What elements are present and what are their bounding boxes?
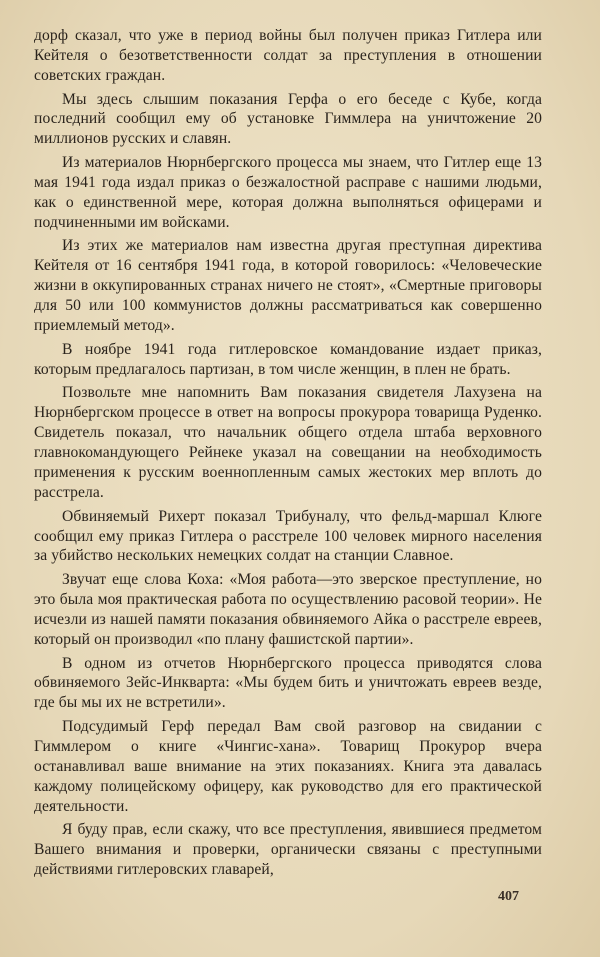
paragraph-4: Из этих же материалов нам известна другая преступная директива Кейтеля от 16 сентября 1941 года, в которой говорилось: «Человеческие жизни в оккупированных странах ничего не стоят», «Смертные приговоры для 50 или 100 коммунистов должны рассматриваться как совершенно приемлемый метод».	[34, 237, 542, 335]
paragraph-7: Обвиняемый Рихерт показал Трибуналу, что фельд-маршал Клюге сообщил ему приказ Гитлера о расстреле 100 человек мирного населения за убийство нескольких немецких солдат на станции Славное.	[34, 507, 542, 565]
paragraph-1: дорф сказал, что уже в период войны был получен приказ Гитлера или Кейтеля о безответственности солдат за преступления в отношении советских граждан.	[34, 27, 542, 84]
paragraph-8: Звучат еще слова Коха: «Моя работа—это зверское преступление, но это была моя практическая работа по осуществлению расовой теории». Не исчезли из нашей памяти показания обвиняемого Айка о расстреле евреев, который он производил «по плану фашистской партии».	[34, 571, 542, 648]
paragraph-10: Подсудимый Герф передал Вам свой разговор на свидании с Гиммлером о книге «Чингис-хана». Товарищ Прокурор вчера останавливал ваше внимание на этих показаниях. Книга эта давалась каждому полицейскому офицеру, как руководство для его практической деятельности.	[34, 718, 542, 815]
paragraph-11: Я буду прав, если скажу, что все преступления, явившиеся предметом Вашего внимания и проверки, органически связаны с преступными действиями гитлеровских главарей,	[34, 821, 542, 879]
paragraph-9: В одном из отчетов Нюрнбергского процесса приводятся слова обвиняемого Зейс-Инкварта: «Мы будем бить и уничтожать евреев везде, где бы мы их не встретили».	[34, 654, 542, 712]
page-number: 407	[498, 889, 519, 904]
paragraph-6: Позвольте мне напомнить Вам показания свидетеля Лахузена на Нюрнбергском процессе в ответ на вопросы прокурора товарища Руденко. Свидетель показал, что начальник общего отдела штаба верховного главнокомандующего Рейнеке указал на совещании на необходимость применения к русским военнопленным самых жестоких мер вплоть до расстрела.	[34, 384, 542, 501]
paragraph-5: В ноябре 1941 года гитлеровское командование издает приказ, которым предлагалось партизан, в том числе женщин, в плен не брать.	[34, 340, 542, 378]
page-body	[34, 26, 542, 884]
paragraph-2: Мы здесь слышим показания Герфа о его беседе с Кубе, когда последний сообщил ему об установке Гиммлера на уничтожение 20 миллионов русских и славян.	[34, 90, 542, 148]
paragraph-3: Из материалов Нюрнбергского процесса мы знаем, что Гитлер еще 13 мая 1941 года издал приказ о безжалостной расправе с нашими людьми, как о единственной мере, которая должна выполняться офицерами и подчиненными им войсками.	[34, 154, 542, 231]
